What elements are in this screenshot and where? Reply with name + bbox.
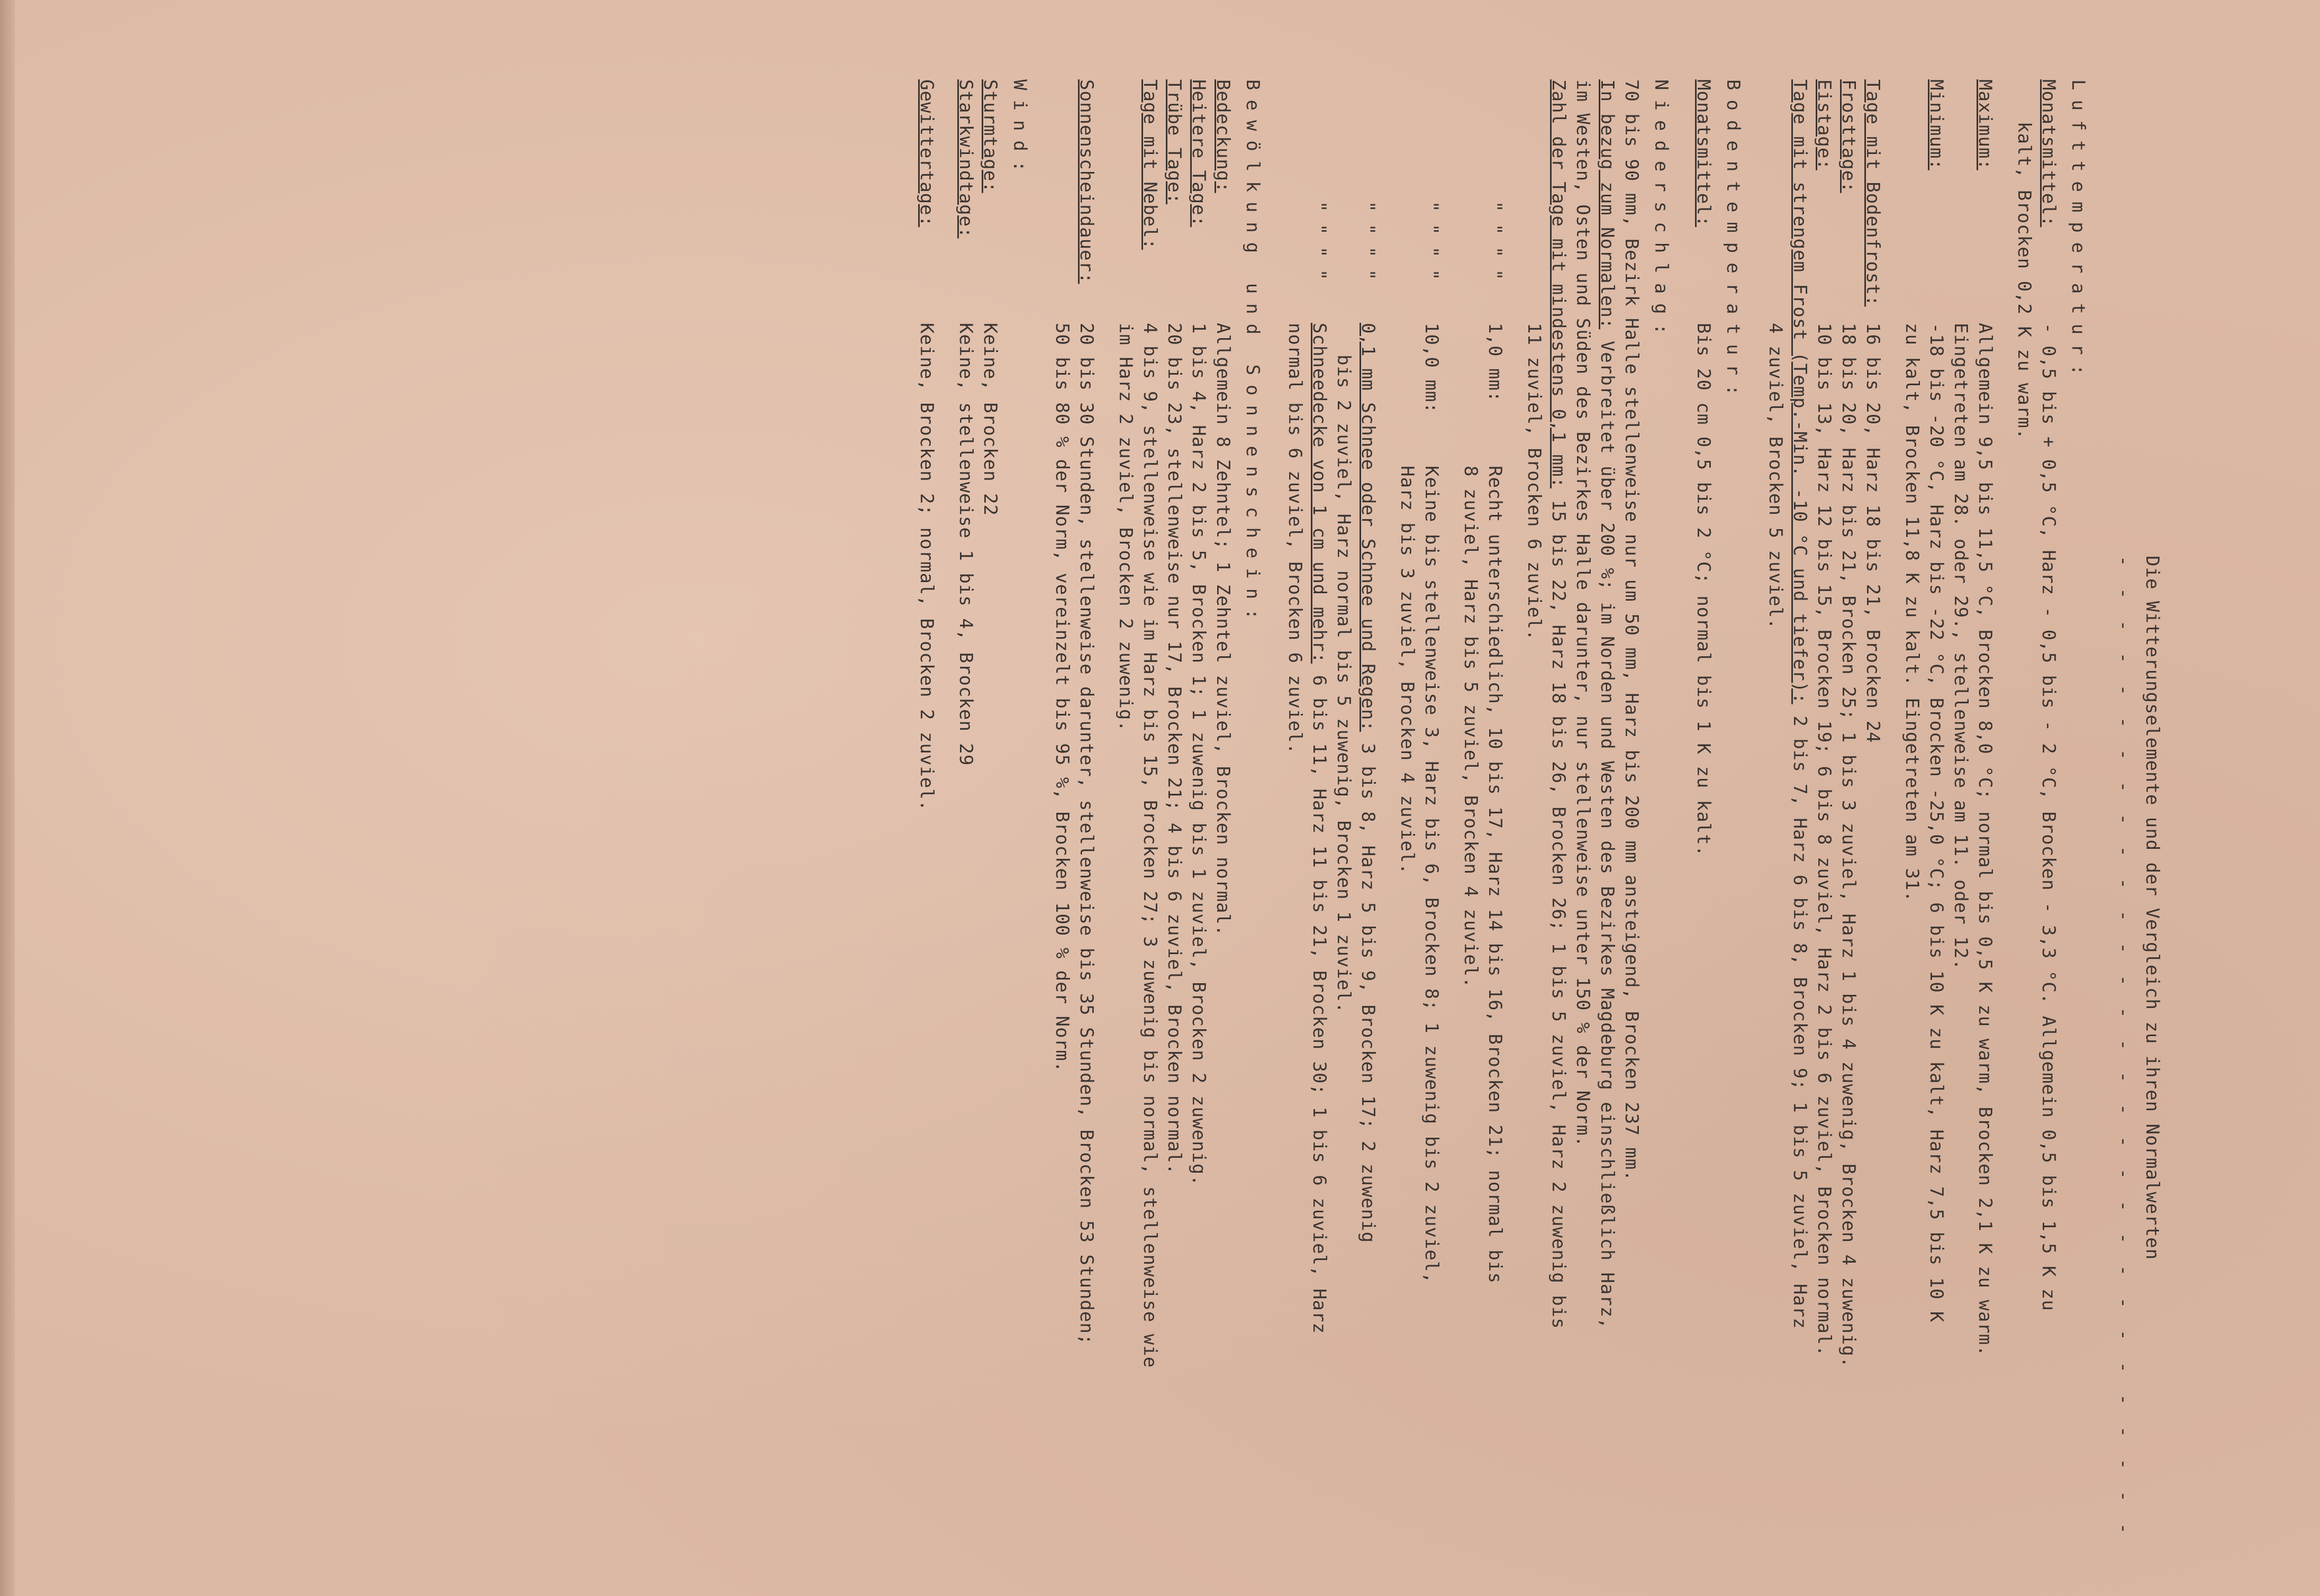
label-bodenfrost: Tage mit Bodenfrost: <box>1862 79 1883 307</box>
text-sonnenschein: 20 bis 30 Stunden, stellenweise darunter, stellenweise bis 35 Stunden, Brocken 53 Stunden; <box>1076 323 1097 1346</box>
label-bedeckung: Bedeckung: <box>1212 79 1234 193</box>
row-truebe-tage <box>1162 79 1186 1572</box>
label-niederschlag-normal: In bezug zum Normalen: <box>1597 79 1618 330</box>
row-maximum <box>1973 79 1997 1572</box>
section-niederschlag-heading: Niederschlag: <box>1651 79 1672 344</box>
row-nebel <box>1138 79 1162 1572</box>
typed-page <box>572 79 2164 1572</box>
label-maximum: Maximum: <box>1974 79 1996 170</box>
text-schneedecke: 6 bis 11, Harz 11 bis 21, Brocken 30; 1 bis 6 zuviel, Harz <box>1309 675 1330 1334</box>
label-schneedecke: Schneedecke von 1 cm und mehr: <box>1309 323 1330 664</box>
page-title: Die Witterungselemente und der Vergleich zu ihren Normalwerten <box>2142 556 2163 1261</box>
label-nebel: Tage mit Nebel: <box>1139 79 1161 250</box>
label-schnee: 0,1 mm Schnee oder Schnee und Regen: <box>1357 323 1379 732</box>
text-maximum: Allgemein 9,5 bis 11,5 °C, Brocken 8,0 °C; normal bis 0,5 K zu warm, Brocken 2,1 K zu warm. <box>1974 323 1996 1357</box>
row-heitere-tage <box>1186 79 1211 1572</box>
label-sturmtage: Sturmtage: <box>980 79 1001 193</box>
row-minimum <box>1924 79 1949 1572</box>
label-lt-monatsmittel: Monatsmittel: <box>2038 79 2059 228</box>
row-mm1 <box>1483 79 1507 1572</box>
section-bewoelkung-heading: Bewölkung und Sonnenschein: <box>1242 79 1263 629</box>
ditto-mark-mm1: " " " " <box>1484 201 1506 281</box>
text-bt-monatsmittel: Bis 20 cm 0,5 bis 2 °C; normal bis 1 K zu kalt. <box>1693 323 1714 857</box>
text-niederschlag-line1: 70 bis 90 mm, Bezirk Halle stellenweise nur um 50 mm, Harz bis 200 mm ansteigend, Brocken 237 mm. <box>1621 79 1642 1182</box>
text-gewittertage: Keine, Brocken 2; normal, Brocken 2 zuviel. <box>916 323 937 812</box>
label-sonnenschein: Sonnenscheindauer: <box>1076 79 1097 284</box>
text-mm10-cont: Harz bis 3 zuviel, Brocken 4 zuviel. <box>1397 466 1418 875</box>
text-minimum: -18 bis -20 °C, Harz bis -22 °C, Brocken -25,0 °C; 6 bis 10 K zu kalt, Harz 7,5 bis 10 K <box>1926 323 1947 1323</box>
row-strenger-frost <box>1788 79 1812 1572</box>
text-lt-monatsmittel: - 0,5 bis + 0,5 °C, Harz - 0,5 bis - 2 °C, Brocken - 3,3 °C. Allgemein 0,5 bis 1,5 K zu <box>2038 323 2059 1311</box>
text-strenger-frost-cont: 4 zuviel, Brocken 5 zuviel. <box>1765 323 1786 630</box>
text-schnee-cont: bis 2 zuviel, Harz normal bis 5 zuwenig, Brocken 1 zuviel. <box>1333 355 1354 1014</box>
text-mm1: Recht unterschiedlich, 10 bis 17, Harz 14 bis 16, Brocken 21; normal bis <box>1484 466 1506 1284</box>
title-rule: - - - - - - - - - - - - - - - - - - - - - - - - - - - - - - - <box>2113 556 2134 1539</box>
scan-edge <box>0 0 15 1596</box>
text-niederschlag-normal: Verbreitet über 200 %; im Norden und Westen des Bezirkes Magdeburg einschließlich Harz, <box>1597 340 1618 1329</box>
text-eistage: 10 bis 13, Harz 12 bis 15, Brocken 19; 6 bis 8 zuviel, Harz 2 bis 6 zuviel, Brocken normal. <box>1814 323 1835 1357</box>
row-lt-monatsmittel <box>2036 79 2061 1572</box>
text-mm10: Keine bis stellenweise 3, Harz bis 6, Brocken 8; 1 zuwenig bis 2 zuviel, <box>1421 466 1442 1284</box>
label-starkwindtage: Starkwindtage: <box>955 79 976 239</box>
label-heitere-tage: Heitere Tage: <box>1188 79 1209 228</box>
ditto-mark-mm10: " " " " <box>1421 201 1442 281</box>
row-bt-monatsmittel <box>1691 79 1716 1572</box>
label-bt-monatsmittel: Monatsmittel: <box>1693 79 1714 228</box>
row-frosttage <box>1836 79 1861 1572</box>
row-schneedecke <box>1307 79 1331 1572</box>
row-bodenfrost <box>1861 79 1885 1572</box>
text-sonnenschein-cont: 50 bis 80 % der Norm, vereinzelt bis 95 %, Brocken 100 % der Norm. <box>1052 323 1073 1073</box>
text-starkwindtage: Keine, stellenweise 1 bis 4, Brocken 29 <box>955 323 976 766</box>
label-mm1: 1,0 mm: <box>1484 323 1506 403</box>
label-mm10: 10,0 mm: <box>1421 323 1442 414</box>
label-niederschlag-tage: Zahl der Tage mit mindestens 0,1 mm: <box>1548 79 1569 488</box>
text-nebel-cont: im Harz 2 zuviel, Brocken 2 zuwenig. <box>1115 323 1136 732</box>
section-lufttemperatur-heading: Lufttemperatur: <box>2068 79 2089 385</box>
text-niederschlag-normal-cont: im Westen, Osten und Süden des Bezirkes Halle darunter, nur stellenweise unter 150 % der Norm. <box>1572 79 1593 1148</box>
section-bodentemperatur-heading: Bodentemperatur: <box>1723 79 1744 405</box>
row-mm10 <box>1419 79 1444 1572</box>
text-lt-monatsmittel-cont: kalt, Brocken 0,2 K zu warm. <box>2014 122 2035 440</box>
row-schnee <box>1356 79 1380 1572</box>
text-niederschlag-tage: 15 bis 22, Harz 18 bis 26, Brocken 26; 1 bis 5 zuviel, Harz 2 zuwenig bis <box>1548 500 1569 1329</box>
label-gewittertage: Gewittertage: <box>916 79 937 228</box>
row-niederschlag-tage <box>1546 79 1571 1572</box>
ditto-mark-schnee: " " " " <box>1357 201 1379 281</box>
label-minimum: Minimum: <box>1926 79 1947 170</box>
text-minimum-cont: zu kalt, Brocken 11,8 K zu kalt. Eingetreten am 31. <box>1901 323 1923 902</box>
text-mm1-cont: 8 zuviel, Harz bis 5 zuviel, Brocken 4 zuviel. <box>1460 466 1481 989</box>
text-sturmtage: Keine, Brocken 22 <box>980 323 1001 516</box>
text-schneedecke-cont: normal bis 6 zuviel, Brocken 6 zuviel. <box>1284 323 1306 755</box>
row-niederschlag-normal <box>1595 79 1619 1572</box>
text-heitere-tage: 1 bis 4, Harz 2 bis 5, Brocken 1; 1 zuwenig bis 1 zuviel, Brocken 2 zuwenig. <box>1188 323 1209 1186</box>
row-sturmtage <box>978 79 1002 1572</box>
label-strenger-frost: Tage mit strengem Frost (Temp.-Min. -10 °C und tiefer): <box>1789 79 1810 704</box>
row-gewittertage <box>914 79 939 1572</box>
row-eistage <box>1812 79 1836 1572</box>
row-sonnenschein <box>1074 79 1099 1572</box>
row-bedeckung <box>1211 79 1235 1572</box>
text-nebel: 4 bis 9, stellenweise wie im Harz bis 15, Brocken 27; 3 zuwenig bis normal, stellenweise wie <box>1139 323 1161 1368</box>
text-frosttage: 18 bis 20, Harz bis 21, Brocken 25; 1 bis 3 zuviel, Harz 1 bis 4 zuwenig, Brocken 4 zuwenig. <box>1838 323 1859 1368</box>
text-maximum-cont: Eingetreten am 28. oder 29., stellenweise am 11. oder 12. <box>1950 323 1971 971</box>
text-niederschlag-tage-cont: 11 zuviel, Brocken 6 zuviel. <box>1524 323 1545 641</box>
text-bedeckung: Allgemein 8 Zehntel; 1 Zehntel zuviel, Brocken normal. <box>1212 323 1234 937</box>
text-truebe-tage: 20 bis 23, stellenweise nur 17, Brocken 21; 4 bis 6 zuviel, Brocken normal. <box>1164 323 1185 1175</box>
row-starkwindtage <box>954 79 978 1572</box>
label-eistage: Eistage: <box>1814 79 1835 170</box>
text-schnee: 3 bis 8, Harz 5 bis 9, Brocken 17; 2 zuwenig <box>1357 743 1379 1244</box>
ditto-mark-schneedecke: " " " " <box>1309 201 1330 281</box>
label-frosttage: Frosttage: <box>1838 79 1859 193</box>
text-strenger-frost: 2 bis 7, Harz 6 bis 8, Brocken 9; 1 bis 5 zuviel, Harz <box>1789 715 1810 1329</box>
label-truebe-tage: Trübe Tage: <box>1164 79 1185 205</box>
text-bodenfrost: 16 bis 20, Harz 18 bis 21, Brocken 24 <box>1862 323 1883 743</box>
section-wind-heading: Wind: <box>1009 79 1030 182</box>
